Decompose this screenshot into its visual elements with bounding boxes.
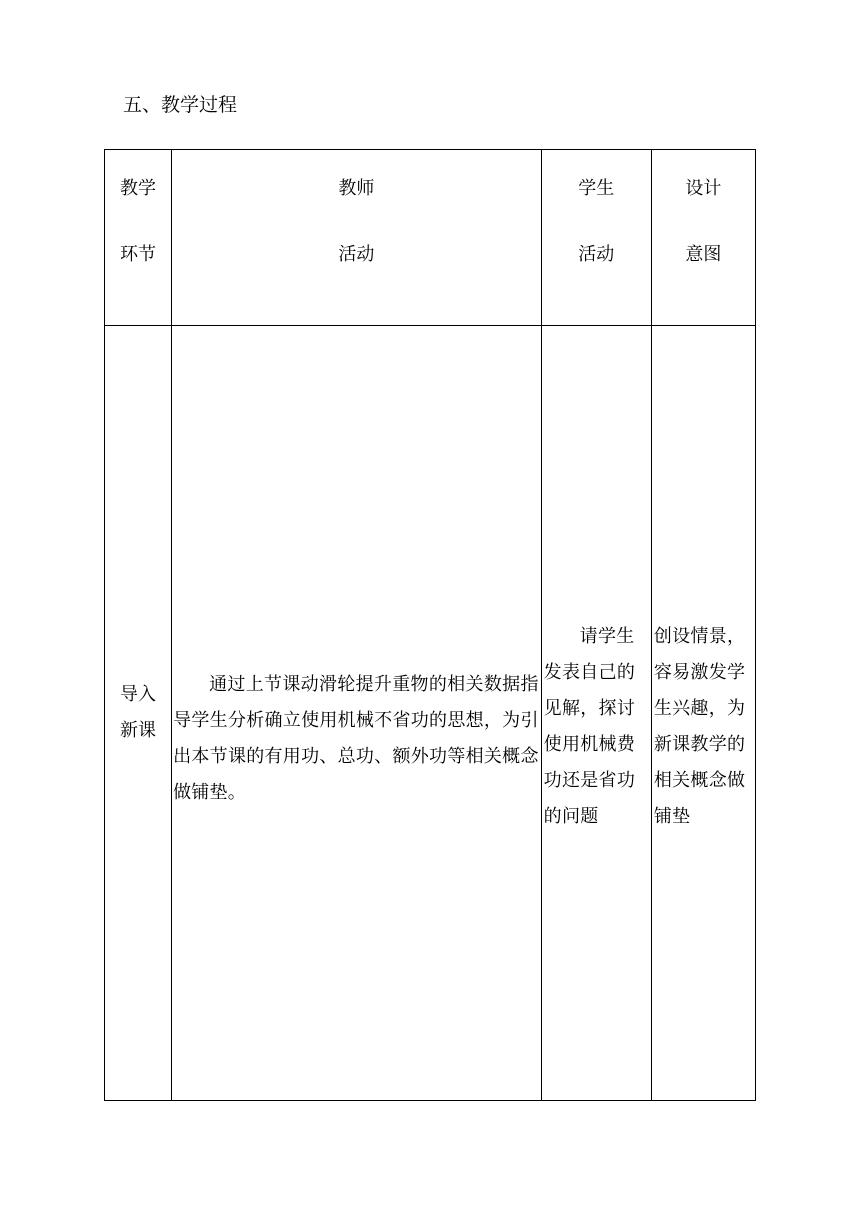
header-stage-line-2: 环节 [120, 244, 157, 265]
design-intent-text: 创设情景，容易激发学生兴趣，为新课教学的相关概念做铺垫 [653, 626, 746, 827]
table-header-row [105, 150, 756, 326]
teacher-activity-text: 通过上节课动滑轮提升重物的相关数据指导学生分析确立使用机械不省功的思想，为引出本节课的有用功、总功、额外功等相关概念做铺垫。 [173, 674, 539, 803]
header-stage [105, 150, 172, 326]
header-stage-line-1: 教学 [120, 178, 157, 199]
header-teacher-line-1: 教师 [338, 178, 375, 199]
student-activity-text: 请学生发表自己的见解，探讨使用机械费功还是省功的问题 [543, 626, 636, 827]
header-design-line-1: 设计 [685, 178, 722, 199]
stage-cell [105, 326, 172, 1101]
header-design-line-2: 意图 [685, 244, 722, 265]
stage-line-1: 导入 [120, 684, 157, 705]
header-student-line-1: 学生 [578, 178, 615, 199]
design-intent-cell [651, 326, 755, 1101]
table-row [105, 326, 756, 1101]
section-heading: 五、教学过程 [123, 94, 238, 116]
header-teacher-line-2: 活动 [338, 244, 375, 265]
header-teacher [172, 150, 542, 326]
teacher-activity-cell [172, 326, 542, 1101]
header-student [541, 150, 651, 326]
stage-line-2: 新课 [120, 720, 157, 741]
student-activity-cell [541, 326, 651, 1101]
header-student-line-2: 活动 [578, 244, 615, 265]
teaching-process-table [104, 149, 756, 1101]
header-design [651, 150, 755, 326]
